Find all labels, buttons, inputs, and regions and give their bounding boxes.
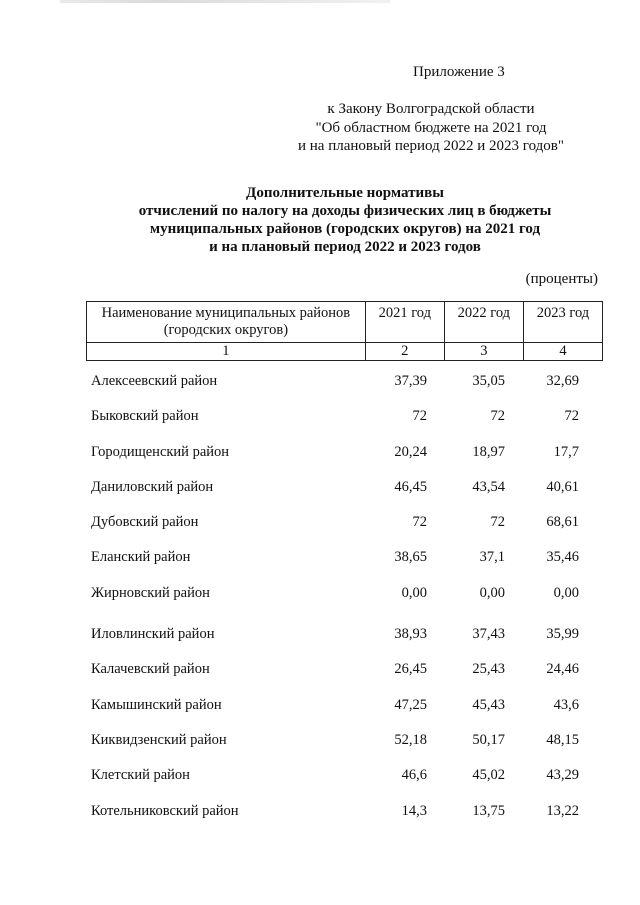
value-2021: 20,24 — [394, 443, 427, 460]
column-number: 1 — [87, 343, 366, 361]
value-2021: 0,00 — [401, 584, 427, 601]
law-reference — [266, 100, 596, 156]
column-header-2023: 2023 год — [523, 302, 602, 343]
annex-number: Приложение 3 — [413, 64, 505, 80]
column-number: 3 — [444, 343, 523, 361]
district-name: Городищенский район — [91, 443, 230, 460]
law-line: и на плановый период 2022 и 2023 годов" — [298, 138, 564, 154]
value-2023: 0,00 — [553, 584, 579, 601]
table-row — [90, 626, 610, 661]
value-2021: 38,93 — [394, 626, 427, 643]
value-2023: 48,15 — [546, 731, 579, 748]
value-2023: 68,61 — [546, 514, 579, 531]
district-name: Иловлинский район — [91, 626, 215, 643]
title-line: муниципальных районов (городских округов) на 2021 год — [149, 221, 541, 237]
value-2022: 43,54 — [472, 478, 505, 495]
table-row — [90, 514, 610, 549]
value-2022: 37,1 — [479, 549, 505, 566]
district-name: Быковский район — [91, 408, 199, 425]
value-2022: 45,43 — [472, 696, 505, 713]
value-2023: 17,7 — [553, 443, 579, 460]
table-row — [90, 549, 610, 584]
district-name: Жирновский район — [91, 584, 210, 601]
document-title — [110, 184, 580, 256]
value-2022: 37,43 — [472, 626, 505, 643]
title-line: и на плановый период 2022 и 2023 годов — [209, 239, 481, 255]
table-row — [90, 408, 610, 443]
table-body — [90, 373, 610, 838]
law-line: "Об областном бюджете на 2021 год — [315, 119, 547, 136]
table-row — [90, 373, 610, 408]
column-header-name: Наименование муниципальных районов (городских округов) — [87, 302, 366, 343]
value-2022: 50,17 — [472, 731, 505, 748]
district-name: Даниловский район — [91, 478, 214, 495]
value-2023: 35,99 — [546, 626, 579, 643]
table-row — [90, 479, 610, 514]
district-name: Котельниковский район — [91, 802, 239, 819]
title-line: отчислений по налогу на доходы физических лиц в бюджеты — [138, 203, 552, 219]
value-2023: 35,46 — [546, 549, 579, 566]
value-2021: 72 — [412, 514, 427, 531]
value-2022: 0,00 — [479, 584, 505, 601]
table-row — [90, 767, 610, 802]
value-2022: 18,97 — [472, 443, 505, 460]
district-name: Клетский район — [91, 767, 190, 784]
value-2023: 13,22 — [546, 802, 579, 819]
column-number: 2 — [365, 343, 444, 361]
value-2023: 24,46 — [546, 661, 579, 678]
scan-artifact — [60, 0, 390, 3]
column-header-2021: 2021 год — [365, 302, 444, 343]
value-2021: 46,45 — [394, 478, 427, 495]
value-2021: 47,25 — [394, 696, 427, 713]
district-name: Камышинский район — [91, 696, 222, 713]
table-header — [86, 301, 603, 361]
value-2021: 38,65 — [394, 549, 427, 566]
table-row — [90, 444, 610, 479]
value-2023: 72 — [564, 408, 579, 425]
value-2021: 46,6 — [401, 767, 427, 784]
value-2021: 37,39 — [394, 373, 427, 389]
value-2022: 72 — [490, 514, 505, 531]
column-number: 4 — [523, 343, 602, 361]
district-name: Еланский район — [91, 549, 191, 566]
table-row — [90, 585, 610, 620]
value-2022: 25,43 — [472, 661, 505, 678]
value-2022: 72 — [490, 408, 505, 425]
table-row — [90, 732, 610, 767]
value-2022: 13,75 — [472, 802, 505, 819]
value-2021: 26,45 — [394, 661, 427, 678]
table-row — [90, 697, 610, 732]
district-name: Алексеевский район — [91, 373, 218, 389]
value-2023: 32,69 — [546, 373, 579, 389]
title-line: Дополнительные нормативы — [246, 185, 444, 201]
table-row — [90, 803, 610, 838]
district-name: Калачевский район — [91, 661, 210, 678]
district-name: Дубовский район — [91, 514, 199, 531]
value-2023: 43,6 — [553, 696, 579, 713]
column-header-2022: 2022 год — [444, 302, 523, 343]
value-2022: 35,05 — [472, 373, 505, 389]
value-2021: 14,3 — [401, 802, 427, 819]
header-row — [87, 302, 603, 343]
table-row — [90, 661, 610, 696]
value-2023: 40,61 — [546, 478, 579, 495]
value-2023: 43,29 — [546, 767, 579, 784]
column-number-row — [87, 343, 603, 361]
units-label: (проценты) — [525, 271, 598, 287]
value-2021: 52,18 — [394, 731, 427, 748]
law-line: к Закону Волгоградской области — [327, 101, 535, 117]
district-name: Киквидзенский район — [91, 731, 227, 748]
value-2021: 72 — [412, 408, 427, 425]
value-2022: 45,02 — [472, 767, 505, 784]
